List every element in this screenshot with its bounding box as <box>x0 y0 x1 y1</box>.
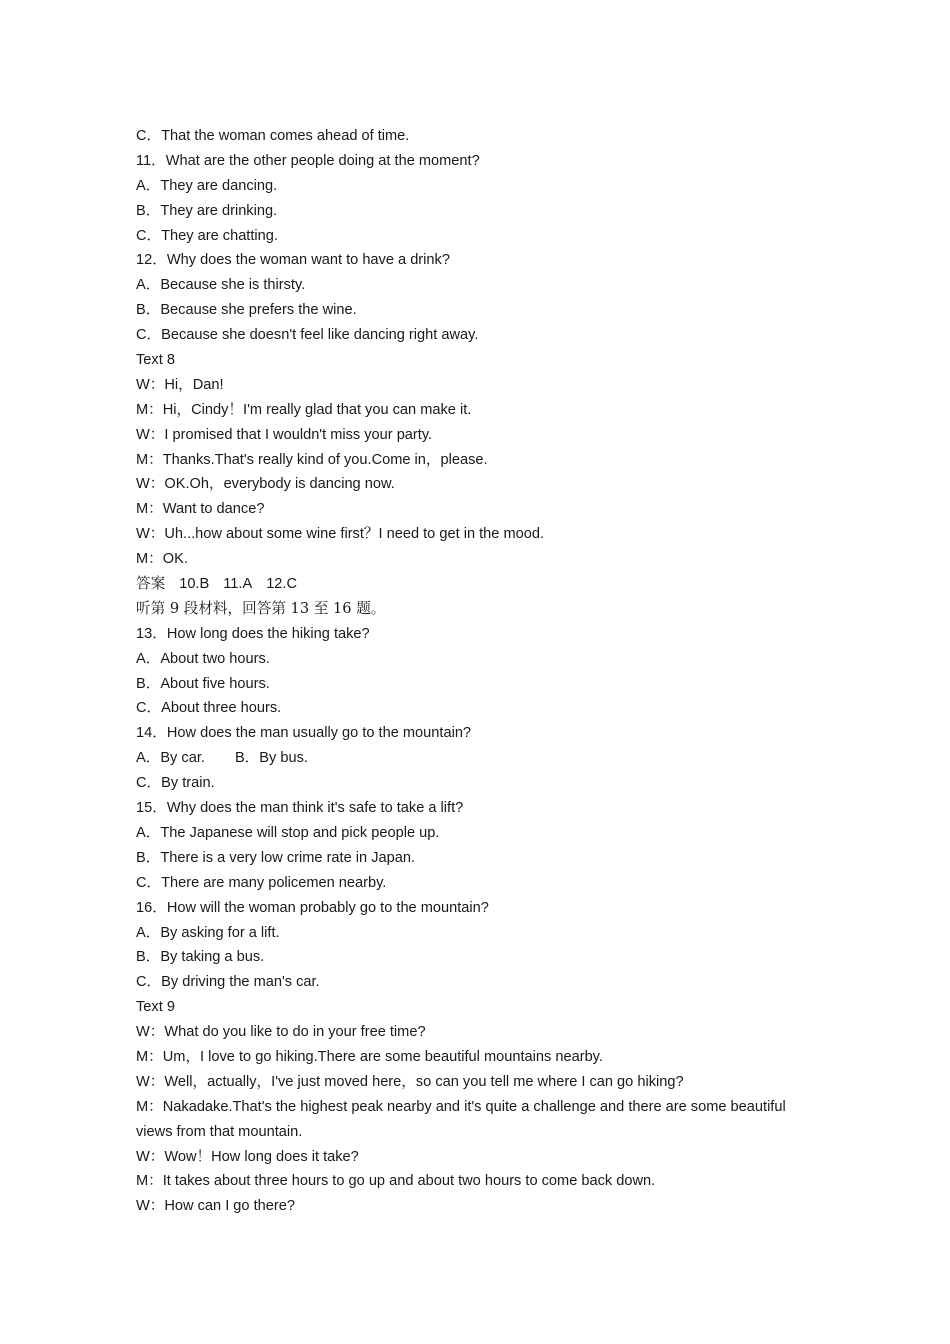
dialogue-line: W：Uh...how about some wine first？I need to get in the mood. <box>136 526 545 543</box>
q14-option-a: A．By car. <box>136 750 205 767</box>
dialogue-line: W：What do you like to do in your free time? <box>136 1024 426 1041</box>
section9-intro: 听第 9 段材料，回答第 13 至 16 题。 <box>136 599 386 617</box>
q16-option-b: B．By taking a bus. <box>136 949 265 966</box>
dialogue-line: W：How can I go there? <box>136 1198 295 1215</box>
answer-12: 12.C <box>266 576 298 593</box>
answer-label: 答案 <box>136 575 166 593</box>
dialogue-line: W：OK.Oh，everybody is dancing now. <box>136 476 395 493</box>
q12-question: 12．Why does the woman want to have a drink? <box>136 252 450 269</box>
text8-heading: Text 8 <box>136 352 175 369</box>
dialogue-line: M：Want to dance? <box>136 501 265 518</box>
q11-question: 11．What are the other people doing at the moment? <box>136 152 480 169</box>
dialogue-line: M：It takes about three hours to go up and about two hours to come back down. <box>136 1173 656 1190</box>
dialogue-line: M：Um，I love to go hiking.There are some beautiful mountains nearby. <box>136 1048 603 1065</box>
q13-option-a: A．About two hours. <box>136 650 270 667</box>
q12-option-c: C．Because she doesn't feel like dancing right away. <box>136 327 479 344</box>
q15-option-b: B．There is a very low crime rate in Japan. <box>136 849 416 866</box>
q14-options-ab <box>136 746 826 771</box>
q13-question: 13．How long does the hiking take? <box>136 625 370 642</box>
dialogue-line: W：Well，actually，I've just moved here，so can you tell me where I can go hiking? <box>136 1073 684 1090</box>
answer-key <box>136 572 826 597</box>
dialogue-line: M：Thanks.That's really kind of you.Come in，please. <box>136 451 488 468</box>
text9-heading: Text 9 <box>136 999 175 1016</box>
answer-10: 10.B <box>179 576 210 593</box>
q15-option-c: C．There are many policemen nearby. <box>136 874 387 891</box>
q14-option-c: C．By train. <box>136 775 215 792</box>
q14-option-b: B．By bus. <box>234 750 308 767</box>
dialogue-line: M：Hi，Cindy！I'm really glad that you can make it. <box>136 401 472 418</box>
q15-option-a: A．The Japanese will stop and pick people up. <box>136 824 440 841</box>
dialogue-line: M：OK. <box>136 551 188 568</box>
q10-option-c: C．That the woman comes ahead of time. <box>136 128 410 144</box>
q13-option-b: B．About five hours. <box>136 675 270 692</box>
document-page <box>136 124 826 1219</box>
q12-option-b: B．Because she prefers the wine. <box>136 302 357 319</box>
dialogue-line: M：Nakadake.That's the highest peak nearby and it's quite a challenge and there are some beautiful views from that mountain. <box>136 1098 786 1140</box>
q11-option-a: A．They are dancing. <box>136 177 278 194</box>
q14-question: 14．How does the man usually go to the mountain? <box>136 725 472 742</box>
q12-option-a: A．Because she is thirsty. <box>136 277 306 294</box>
q15-question: 15．Why does the man think it's safe to take a lift? <box>136 800 464 817</box>
dialogue-line: W：Hi，Dan! <box>136 376 224 393</box>
q11-option-b: B．They are drinking. <box>136 202 278 219</box>
q16-question: 16．How will the woman probably go to the mountain? <box>136 899 489 916</box>
answer-11: 11.A <box>223 576 253 593</box>
dialogue-line: W：I promised that I wouldn't miss your party. <box>136 426 433 443</box>
q16-option-c: C．By driving the man's car. <box>136 974 320 991</box>
q11-option-c: C．They are chatting. <box>136 227 278 244</box>
q16-option-a: A．By asking for a lift. <box>136 924 280 941</box>
dialogue-line: W：Wow！How long does it take? <box>136 1148 359 1165</box>
q13-option-c: C．About three hours. <box>136 700 282 717</box>
